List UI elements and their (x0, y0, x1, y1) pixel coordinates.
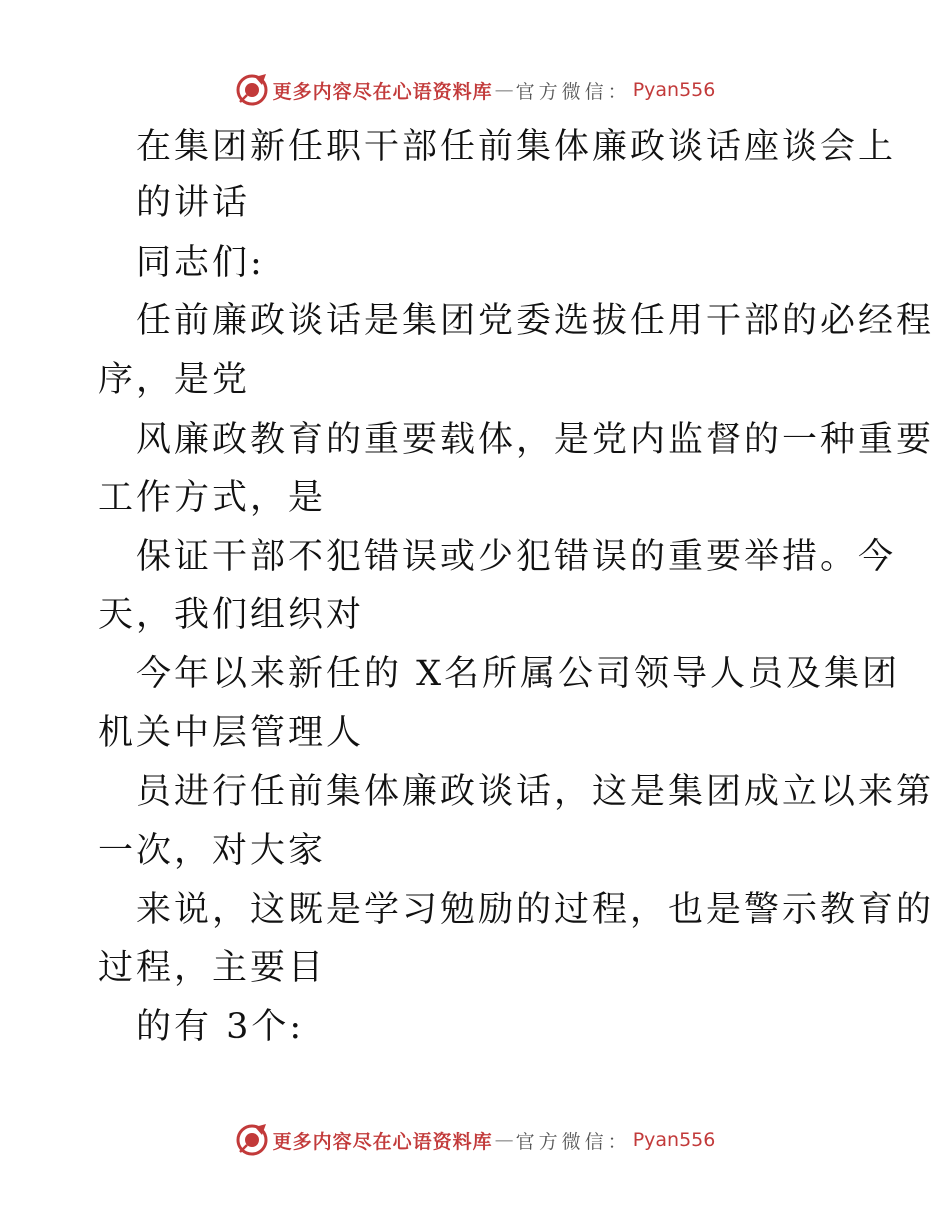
paragraph-line: 任前廉政谈话是集团党委选拔任用干部的必经程 (136, 301, 935, 341)
header-watermark (0, 70, 950, 110)
paragraph-line: 机关中层管理人 (98, 713, 365, 753)
paragraph-line: 序，是党 (98, 360, 251, 400)
quill-logo-icon (235, 1123, 269, 1157)
paragraph-line: 过程，主要目 (98, 948, 327, 988)
watermark-official-label: 官方微信： (515, 1130, 631, 1153)
watermark-official-label: 官方微信： (515, 80, 631, 103)
paragraph-line: 一次，对大家 (98, 831, 327, 871)
watermark-separator: — (494, 79, 514, 101)
paragraph-line: 员进行任前集体廉政谈话，这是集团成立以来第 (136, 772, 935, 812)
watermark-text: 更多内容尽在心语资料库 (272, 80, 493, 103)
document-title-line-2: 的讲话 (136, 183, 251, 223)
watermark-text: 更多内容尽在心语资料库 (272, 1130, 493, 1153)
paragraph-line: 保证干部不犯错误或少犯错误的重要举措。今 (136, 537, 897, 577)
salutation: 同志们: (136, 243, 265, 283)
document-title-line-1: 在集团新任职干部任前集体廉政谈话座谈会上 (136, 127, 897, 167)
paragraph-line: 今年以来新任的 X名所属公司领导人员及集团 (136, 654, 901, 694)
paragraph-line: 来说，这既是学习勉励的过程，也是警示教育的 (136, 890, 935, 930)
paragraph-line: 工作方式，是 (98, 478, 327, 518)
paragraph-line: 天，我们组织对 (98, 595, 365, 635)
quill-logo-icon (235, 73, 269, 107)
watermark-account: Pyan556 (632, 79, 716, 101)
paragraph-line: 的有 3个: (136, 1007, 305, 1047)
watermark-account: Pyan556 (632, 1129, 716, 1151)
footer-watermark (0, 1120, 950, 1160)
paragraph-line: 风廉政教育的重要载体，是党内监督的一种重要 (136, 420, 935, 460)
watermark-separator: — (494, 1129, 514, 1151)
